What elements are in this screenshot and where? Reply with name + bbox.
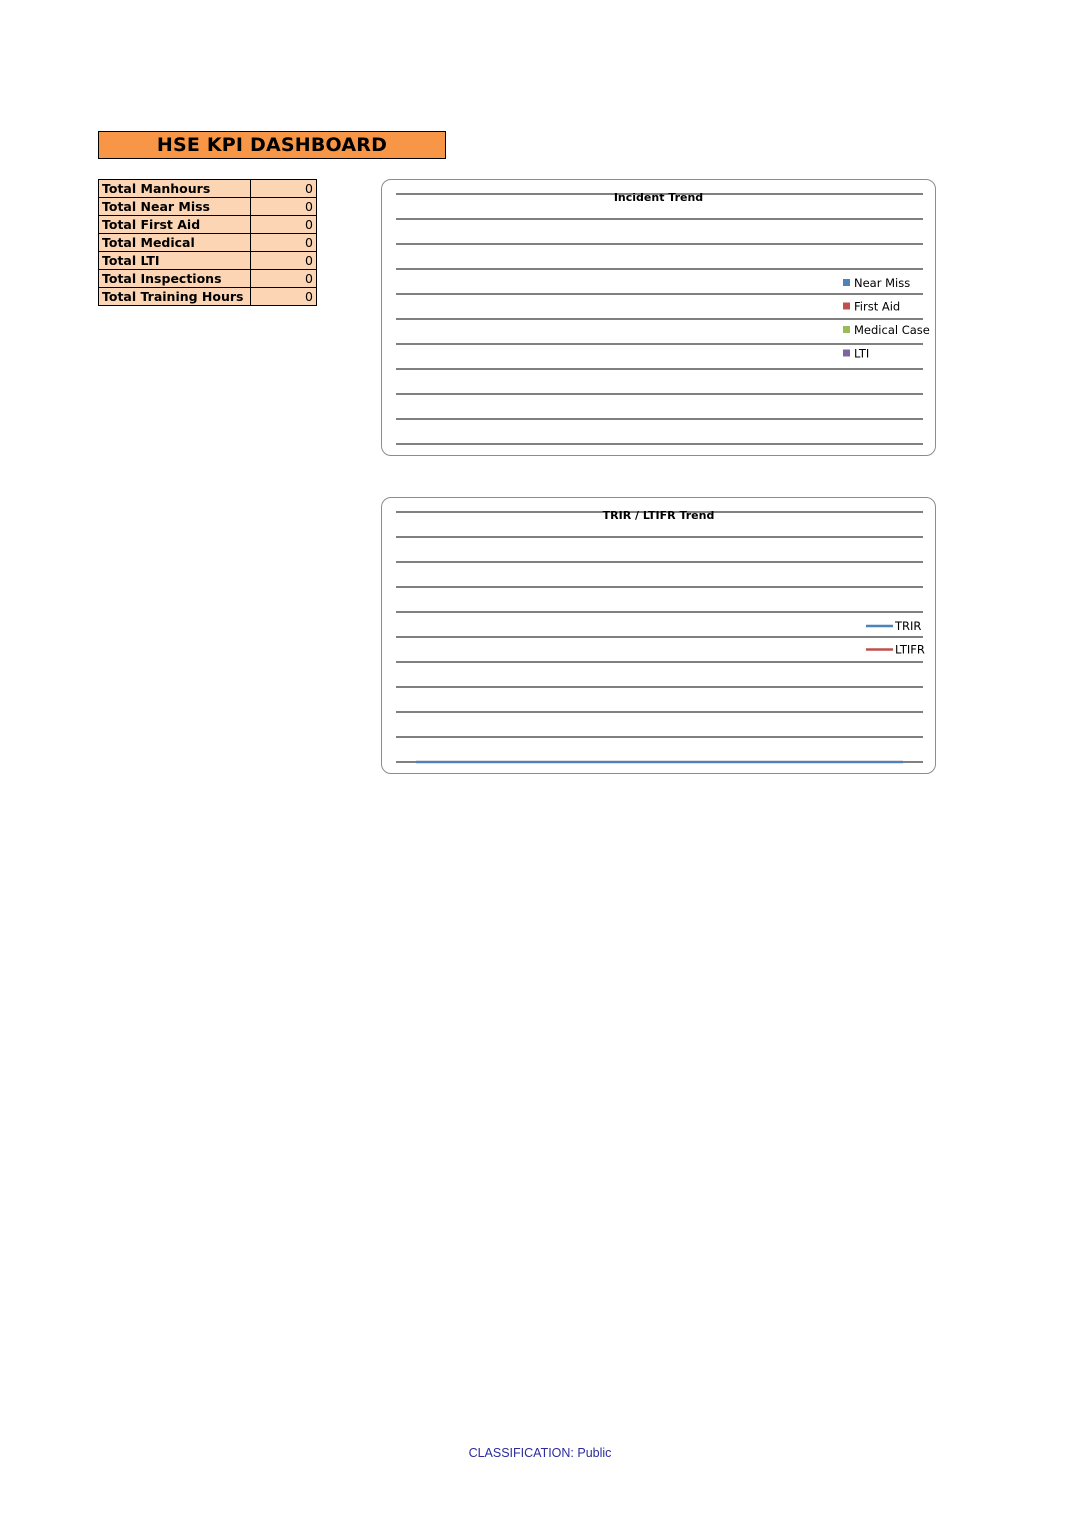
legend-label: TRIR	[895, 619, 922, 633]
incident-trend-chart	[381, 179, 936, 456]
legend-swatch	[843, 326, 850, 333]
kpi-value: 0	[251, 234, 317, 252]
classification-label: CLASSIFICATION: Public	[468, 1446, 612, 1460]
legend-label: First Aid	[854, 299, 901, 314]
kpi-row	[99, 234, 317, 252]
kpi-label: Total Inspections	[99, 270, 251, 288]
chart-title: TRIR / LTIFR Trend	[602, 509, 715, 522]
kpi-label: Total LTI	[99, 252, 251, 270]
kpi-row	[99, 252, 317, 270]
kpi-row	[99, 216, 317, 234]
legend-label: LTIFR	[895, 642, 925, 657]
dashboard-title: HSE KPI DASHBOARD	[98, 131, 446, 159]
legend-swatch	[843, 350, 850, 357]
kpi-label: Total Near Miss	[99, 198, 251, 216]
kpi-row	[99, 270, 317, 288]
legend-label: Near Miss	[854, 276, 911, 290]
kpi-value: 0	[251, 288, 317, 306]
kpi-value: 0	[251, 216, 317, 234]
legend-swatch	[843, 279, 850, 286]
chart-plot	[382, 180, 937, 457]
legend-label: Medical Case	[854, 323, 930, 337]
chart-title: Incident Trend	[613, 191, 704, 204]
kpi-row	[99, 288, 317, 306]
legend-swatch	[843, 303, 850, 310]
kpi-row	[99, 180, 317, 198]
kpi-value: 0	[251, 270, 317, 288]
kpi-label: Total Manhours	[99, 180, 251, 198]
kpi-label: Total First Aid	[99, 216, 251, 234]
trir-ltifr-trend-chart	[381, 497, 936, 774]
kpi-table	[98, 179, 317, 306]
kpi-label: Total Medical	[99, 234, 251, 252]
kpi-value: 0	[251, 180, 317, 198]
kpi-value: 0	[251, 252, 317, 270]
kpi-row	[99, 198, 317, 216]
legend-label: LTI	[854, 346, 870, 361]
kpi-value: 0	[251, 198, 317, 216]
chart-plot	[382, 498, 937, 775]
kpi-label: Total Training Hours	[99, 288, 251, 306]
